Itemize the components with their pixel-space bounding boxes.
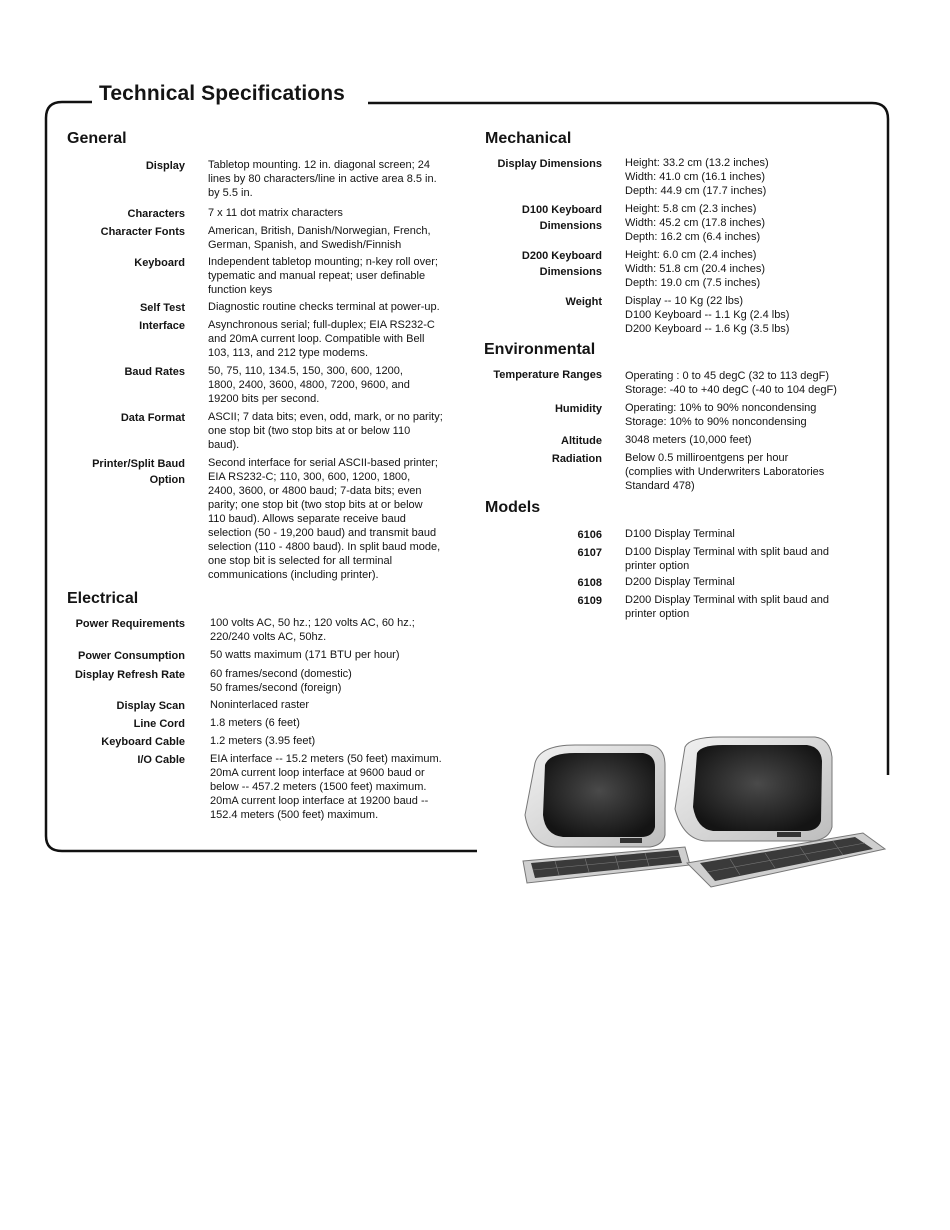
spec-value: Display -- 10 Kg (22 lbs) D100 Keyboard -- 1.1 Kg (2.4 lbs) D200 Keyboard -- 1.6 Kg (3.5 lbs) [625, 295, 790, 335]
model-row-6108 [480, 575, 880, 591]
spec-row-display-refresh-rate [50, 667, 470, 695]
spec-value: 50 watts maximum (171 BTU per hour) [210, 649, 400, 661]
model-row-6107 [480, 545, 880, 573]
spec-value: Tabletop mounting. 12 in. diagonal screen; 24 lines by 80 characters/line in active area 8.5 in. by 5.5 in. [208, 159, 437, 199]
spec-value: Height: 33.2 cm (13.2 inches) Width: 41.0 cm (16.1 inches) Depth: 44.9 cm (17.7 inches) [625, 157, 769, 197]
spec-value: EIA interface -- 15.2 meters (50 feet) maximum. 20mA current loop interface at 9600 baud or below -- 457.2 meters (1500 feet) maximum. 20mA current loop interface at 19200 baud -- 152.4 meters (500 feet) maximum. [210, 753, 442, 821]
model-number: 6106 [577, 529, 602, 541]
spec-row-keyboard-cable [50, 734, 470, 750]
spec-row-radiation [480, 451, 880, 493]
spec-value: 1.2 meters (3.95 feet) [210, 735, 316, 747]
spec-label: Keyboard [134, 257, 185, 269]
spec-row-power-requirements [50, 616, 470, 644]
spec-row-interface [50, 318, 470, 360]
spec-row-self-test [50, 300, 470, 316]
spec-label: Weight [565, 296, 602, 308]
spec-row-humidity [480, 401, 880, 429]
spec-label: Data Format [120, 412, 185, 424]
general-heading: General [67, 130, 127, 147]
spec-label: Printer/Split Baud Option [92, 458, 185, 486]
spec-row-weight [480, 294, 880, 336]
spec-value: Diagnostic routine checks terminal at power-up. [208, 301, 440, 313]
spec-row-character-fonts [50, 224, 470, 252]
spec-label: Display Scan [116, 700, 185, 712]
spec-row-keyboard [50, 255, 470, 297]
model-description: D200 Display Terminal with split baud and printer option [625, 594, 830, 620]
spec-value: 100 volts AC, 50 hz.; 120 volts AC, 60 hz.; 220/240 volts AC, 50hz. [210, 617, 415, 643]
spec-label: D200 Keyboard Dimensions [521, 250, 602, 278]
spec-label: Interface [139, 320, 185, 332]
general-spec-list [50, 158, 470, 582]
spec-label: D100 Keyboard Dimensions [521, 204, 602, 232]
spec-value: Asynchronous serial; full-duplex; EIA RS232-C and 20mA current loop. Compatible with Bell 103, 113, and 212 type modems. [208, 319, 435, 359]
environmental-spec-list [480, 367, 880, 493]
d100-terminal [523, 745, 690, 883]
model-row-6106 [480, 527, 880, 543]
model-description: D100 Display Terminal with split baud and printer option [625, 546, 830, 572]
models-heading: Models [485, 499, 541, 516]
spec-row-line-cord [50, 716, 470, 732]
spec-row-d200-keyboard-dimensions [480, 248, 880, 290]
spec-label: Display [145, 160, 185, 172]
spec-value: ASCII; 7 data bits; even, odd, mark, or no parity; one stop bit (two stop bits at or below 110 baud). [208, 411, 443, 451]
spec-label: Humidity [554, 403, 602, 415]
spec-label: Line Cord [133, 718, 185, 730]
spec-value: Height: 5.8 cm (2.3 inches) Width: 45.2 cm (17.8 inches) Depth: 16.2 cm (6.4 inches) [625, 203, 766, 243]
spec-row-temperature-ranges [480, 367, 880, 397]
model-number: 6107 [577, 547, 602, 559]
spec-label: Display Dimensions [497, 158, 602, 170]
spec-row-display-scan [50, 698, 470, 714]
d200-terminal [675, 737, 885, 887]
spec-row-d100-keyboard-dimensions [480, 202, 880, 244]
spec-value: Operating: 10% to 90% noncondensing Storage: 10% to 90% noncondensing [625, 402, 817, 428]
spec-value: 3048 meters (10,000 feet) [625, 434, 752, 446]
spec-row-altitude [480, 433, 880, 449]
spec-value: Noninterlaced raster [210, 699, 310, 711]
spec-label: Altitude [561, 435, 602, 447]
page-title: Technical Specifications [95, 82, 349, 106]
models-list [480, 527, 880, 621]
right-column [480, 130, 880, 621]
spec-label: Character Fonts [100, 226, 185, 238]
spec-value: 7 x 11 dot matrix characters [208, 207, 343, 219]
environmental-heading: Environmental [484, 341, 596, 358]
spec-label: Display Refresh Rate [74, 669, 185, 681]
spec-value: Operating : 0 to 45 degC (32 to 113 degF) Storage: -40 to +40 degC (-40 to 104 degF) [625, 370, 837, 396]
model-description: D200 Display Terminal [625, 576, 735, 588]
spec-row-data-format [50, 410, 470, 452]
spec-row-display-dimensions [480, 156, 880, 198]
spec-label: Baud Rates [124, 366, 185, 378]
spec-label: Keyboard Cable [101, 736, 185, 748]
electrical-spec-list [50, 616, 470, 822]
spec-row-power-consumption [50, 648, 470, 664]
spec-value: Independent tabletop mounting; n-key roll over; typematic and manual repeat; user definable function keys [208, 256, 438, 296]
spec-label: Temperature Ranges [493, 369, 602, 381]
spec-label: Radiation [551, 453, 602, 465]
spec-label: I/O Cable [137, 754, 185, 766]
spec-row-io-cable [50, 752, 470, 822]
spec-label: Power Consumption [78, 650, 185, 662]
spec-value: 60 frames/second (domestic) 50 frames/second (foreign) [210, 668, 352, 694]
mechanical-heading: Mechanical [485, 130, 572, 147]
model-row-6109 [480, 593, 880, 621]
spec-value: Second interface for serial ASCII-based printer; EIA RS232-C; 110, 300, 600, 1200, 1800, 2400, 3600, or 4800 baud; 7-data bits; even parity; one stop bit (two stop bits at or below 110 baud). Allows separate receive baud selection (50 - 19,200 baud) and transmit baud selection (110 - 4800 baud). In split baud mode, one stop bit is selected for all terminal communications (including printer). [208, 457, 441, 581]
spec-value: 50, 75, 110, 134.5, 150, 300, 600, 1200, 1800, 2400, 3600, 4800, 7200, 9600, and 19200 bits per second. [208, 365, 410, 405]
spec-label: Power Requirements [75, 618, 185, 630]
spec-row-characters [50, 206, 470, 222]
model-number: 6109 [577, 595, 602, 607]
spec-row-baud-rates [50, 364, 470, 406]
left-column [50, 130, 470, 822]
spec-value: 1.8 meters (6 feet) [210, 717, 300, 729]
spec-label: Self Test [139, 302, 185, 314]
spec-value: Height: 6.0 cm (2.4 inches) Width: 51.8 cm (20.4 inches) Depth: 19.0 cm (7.5 inches) [625, 249, 766, 289]
spec-label: Characters [127, 208, 185, 220]
electrical-heading: Electrical [67, 590, 139, 607]
mechanical-spec-list [480, 156, 880, 336]
model-description: D100 Display Terminal [625, 528, 735, 540]
terminals-photo [515, 735, 890, 900]
spec-row-printer-split-baud [50, 456, 470, 582]
spec-value: Below 0.5 milliroentgens per hour (complies with Underwriters Laboratories Standard 478) [625, 452, 825, 492]
spec-row-display [50, 158, 470, 200]
model-number: 6108 [577, 577, 602, 589]
spec-value: American, British, Danish/Norwegian, French, German, Spanish, and Swedish/Finnish [208, 225, 431, 251]
